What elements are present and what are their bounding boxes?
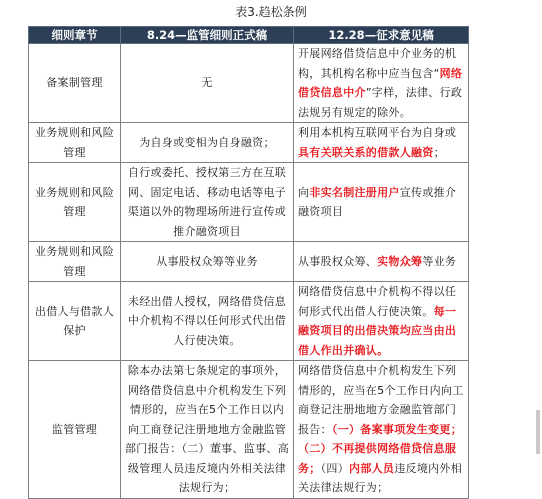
text-segment: 等业务: [422, 254, 457, 268]
highlighted-text: 具有关联关系的借款人融资: [298, 145, 434, 159]
consultation-draft-cell: [294, 282, 469, 361]
text-segment: （四）: [320, 461, 350, 475]
consultation-draft-cell: [294, 44, 469, 123]
chapter-cell: 业务规则和风险管理: [29, 242, 121, 282]
header-row: [29, 27, 469, 44]
consultation-draft-cell: [294, 361, 469, 499]
consultation-draft-cell: [294, 123, 469, 163]
formal-draft-cell: 除本办法第七条规定的事项外，网络借贷信息中介机构发生下列情形的，应当在5个工作日以内向工商登记注册地地方金融监管部门报告：（二）董事、监事、高级管理人员违反境内外相关法律法规行为；: [121, 361, 294, 499]
formal-draft-cell: 为自身或变相为自身融资；: [121, 123, 294, 163]
text-segment: 从事股权众筹、: [298, 254, 378, 268]
formal-draft-cell: 无: [121, 44, 294, 123]
table-row: [29, 242, 469, 282]
formal-draft-cell: 未经出借人授权，网络借贷信息中介机构不得以任何形式代出借人行使决策。: [121, 282, 294, 361]
header-consultation-draft: 12.28—征求意见稿: [294, 27, 469, 44]
consultation-draft-cell: [294, 242, 469, 282]
text-segment: 向: [298, 185, 310, 199]
consultation-draft-cell: [294, 163, 469, 242]
header-chapter: 细则章节: [29, 27, 121, 44]
text-segment: 网络借贷信息中介机构发生下列情形的，应当在5个工作日内向工商登记注册地地方金融监管部门报告：: [298, 364, 464, 436]
text-segment: ；: [433, 145, 445, 159]
highlighted-text: （一）备案事项发生变更；（二）不再提供网络借贷信息服务；: [298, 422, 463, 475]
text-segment: 宣传或推介融资项目: [298, 185, 457, 218]
table-row: [29, 44, 469, 123]
table-caption: 表3.趋松条例: [235, 5, 307, 19]
chapter-cell: 监管管理: [29, 361, 121, 499]
table-row: [29, 282, 469, 361]
chapter-cell: 出借人与借款人保护: [29, 282, 121, 361]
chapter-cell: 备案制管理: [29, 44, 121, 123]
comparison-table: [28, 26, 469, 499]
table-row: [29, 123, 469, 163]
table-body: [29, 44, 469, 499]
table-row: [29, 163, 469, 242]
scrollbar-fragment: [536, 410, 540, 454]
text-segment: ”字样，法律、行政法规另有规定的除外。: [298, 86, 463, 119]
header-formal-draft: 8.24—监管细则正式稿: [121, 27, 294, 44]
text-segment: 利用本机构互联网平台为自身或: [298, 126, 457, 139]
highlighted-text: 实物众筹: [377, 254, 423, 268]
formal-draft-cell: 从事股权众筹等业务: [121, 242, 294, 282]
highlighted-text: 非实名制注册用户: [309, 185, 400, 199]
chapter-cell: 业务规则和风险管理: [29, 163, 121, 242]
formal-draft-cell: 自行或委托、授权第三方在互联网、固定电话、移动电话等电子渠道以外的物理场所进行宣传或推介融资项目: [121, 163, 294, 242]
text-segment: 开展网络借贷信息中介业务的机构，其机构名称中应当包含“: [298, 47, 457, 80]
text-segment: 网络借贷信息中介机构不得以任何形式代出借人行使决策。: [298, 285, 457, 318]
highlighted-text: 内部人员: [349, 461, 395, 475]
table-row: [29, 361, 469, 499]
highlighted-text: 每一融资项目的出借决策均应当由出借人作出并确认。: [298, 304, 457, 357]
chapter-cell: 业务规则和风险管理: [29, 123, 121, 163]
text-segment: 违反境内外相关法律法规行为；: [298, 461, 463, 494]
highlighted-text: 网络借贷信息中介: [298, 66, 463, 99]
